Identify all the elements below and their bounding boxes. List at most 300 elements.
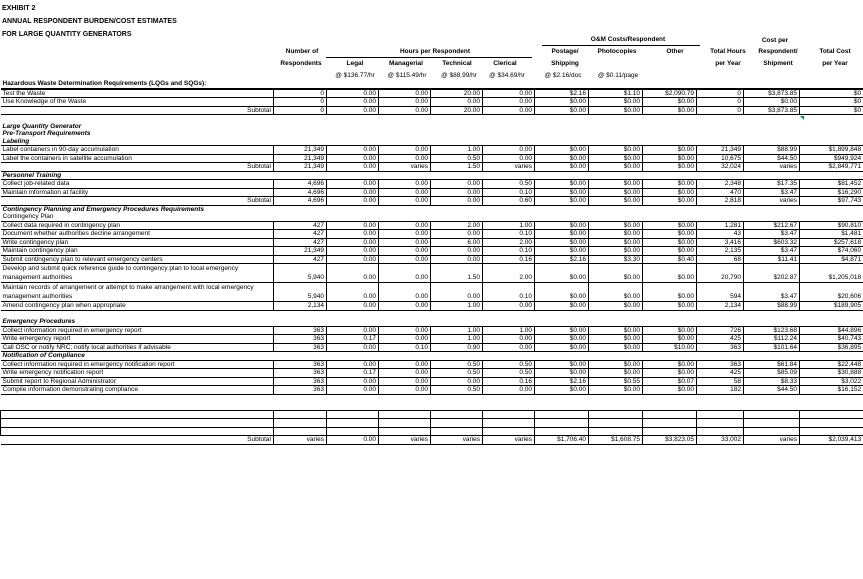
row-cell: $0.00	[589, 238, 643, 247]
row-cell: 0.00	[379, 188, 431, 197]
spacer-row	[1, 394, 863, 402]
row-cell: 427	[274, 255, 327, 264]
row-cell: $2.16	[535, 255, 589, 264]
row-cell: varies	[431, 436, 483, 445]
technical-rate: @ $88.99/hr	[441, 72, 477, 79]
row-cell: 0.00	[327, 154, 379, 163]
row-cell: $0.00	[643, 98, 697, 107]
spacer-row	[1, 115, 863, 123]
row-cell: $949,924	[800, 154, 863, 163]
row-cell: 0.50	[431, 360, 483, 369]
subtotal-row	[1, 163, 863, 172]
row-cell: $10.00	[643, 343, 697, 352]
row-cell: $1,608.75	[589, 436, 643, 445]
row-cell: 0	[697, 106, 744, 115]
clerical-header: Clerical	[493, 60, 517, 67]
row-cell: $0.00	[589, 154, 643, 163]
row-cell: 0.16	[483, 377, 535, 386]
row-cell: 0.00	[379, 238, 431, 247]
row-cell: $74,060	[800, 247, 863, 256]
lqg-heading: Large Quantity Generator	[2, 122, 82, 130]
row-cell: 0	[274, 89, 327, 98]
row-label: Use Knowledge of the Waste	[1, 98, 274, 107]
spacer-row	[1, 310, 863, 318]
table-row	[1, 98, 863, 107]
row-label: Call OSC or notify NRC; notify local authorities if advisable	[1, 343, 274, 352]
row-cell: 0.00	[379, 386, 431, 395]
row-cell: $3.30	[589, 255, 643, 264]
row-cell: 0.00	[379, 247, 431, 256]
row-label: Label the containers in satellite accumulation	[1, 154, 274, 163]
row-cell: 20.00	[431, 106, 483, 115]
row-cell: $0.00	[643, 146, 697, 155]
technical-header: Technical	[442, 60, 472, 67]
row-cell: 0.00	[327, 89, 379, 98]
row-cell: $44.50	[744, 154, 800, 163]
row-cell: $202.87	[744, 264, 800, 283]
row-cell: $0.00	[643, 154, 697, 163]
row-cell: $0.00	[643, 264, 697, 283]
row-cell: 0.00	[431, 180, 483, 189]
row-cell: 2,818	[697, 197, 744, 206]
row-cell: $0.00	[535, 146, 589, 155]
row-cell: $85.09	[744, 369, 800, 378]
row-cell: 0.00	[379, 264, 431, 283]
row-cell: 363	[274, 326, 327, 335]
row-label: Subtotal	[1, 163, 274, 172]
row-cell: 5,940	[274, 283, 327, 302]
clerical-rate: @ $34.69/hr	[489, 72, 525, 79]
row-cell: 0.00	[431, 230, 483, 239]
row-label: Write emergency report	[1, 335, 274, 344]
table-row	[1, 302, 863, 311]
row-cell: 0.00	[327, 283, 379, 302]
row-cell: $0.00	[535, 98, 589, 107]
row-cell: 0.00	[327, 255, 379, 264]
row-cell: $3,823.05	[643, 436, 697, 445]
row-cell: 21,349	[274, 247, 327, 256]
photocopy-rate: @ $0.11/page	[597, 72, 639, 79]
row-cell: $0.55	[589, 377, 643, 386]
row-label: Submit contingency plan to relevant emergency centers	[1, 255, 274, 264]
row-label: Subtotal	[1, 436, 274, 445]
row-cell: $1,706.40	[535, 436, 589, 445]
row-label: Amend contingency plan when appropriate	[1, 302, 274, 311]
row-cell: $0.00	[643, 197, 697, 206]
row-cell: $90,810	[800, 221, 863, 230]
spacer-row	[1, 402, 863, 410]
row-cell: $0.00	[643, 180, 697, 189]
table-row	[1, 386, 863, 395]
row-cell: 427	[274, 221, 327, 230]
row-cell: $0.00	[535, 386, 589, 395]
row-cell: $0.00	[589, 146, 643, 155]
row-cell: 363	[274, 369, 327, 378]
row-cell: $0.00	[643, 302, 697, 311]
row-cell: $0.00	[643, 247, 697, 256]
row-cell: $88.99	[744, 302, 800, 311]
row-cell: $1,205,018	[800, 264, 863, 283]
row-cell: 0.10	[483, 247, 535, 256]
number-of-header: Number of	[285, 48, 319, 55]
row-cell: $0.00	[643, 230, 697, 239]
row-cell: $97,743	[800, 197, 863, 206]
row-cell: $20,606	[800, 283, 863, 302]
row-cell: 0.00	[431, 98, 483, 107]
row-label: Compile information demonstrating compliance	[1, 386, 274, 395]
row-cell: $61.84	[744, 360, 800, 369]
row-cell: $0.00	[535, 230, 589, 239]
row-cell: 0.00	[327, 436, 379, 445]
table-row	[1, 247, 863, 256]
row-cell: varies	[744, 436, 800, 445]
row-cell: 0.00	[379, 255, 431, 264]
row-cell: 0	[274, 98, 327, 107]
row-cell: 0.00	[327, 302, 379, 311]
subtotal-row	[1, 106, 863, 115]
row-cell: 0.00	[379, 106, 431, 115]
row-cell: $0.07	[643, 377, 697, 386]
row-cell: 21,349	[274, 163, 327, 172]
row-cell: 427	[274, 238, 327, 247]
row-label: Label containers in 90-day accumulation	[1, 146, 274, 155]
row-cell: 0.00	[379, 180, 431, 189]
row-cell: 0.00	[483, 98, 535, 107]
row-cell: $0.00	[589, 180, 643, 189]
row-cell: $0.00	[589, 326, 643, 335]
row-cell: 0.00	[327, 386, 379, 395]
row-cell: $88.99	[744, 146, 800, 155]
row-cell: $44,896	[800, 326, 863, 335]
row-cell: $0.00	[643, 369, 697, 378]
table-row	[1, 146, 863, 155]
respondent-slash-header: Respondent/	[758, 48, 798, 55]
row-cell: $0.00	[589, 221, 643, 230]
row-cell: $0.00	[535, 264, 589, 283]
empty-row	[1, 419, 863, 428]
empty-row	[1, 427, 863, 436]
row-cell: $16,290	[800, 188, 863, 197]
row-cell: 0.00	[327, 221, 379, 230]
row-cell: 363	[274, 360, 327, 369]
row-cell: 0.10	[483, 188, 535, 197]
table-row	[1, 230, 863, 239]
table-row	[1, 326, 863, 335]
table-row	[1, 188, 863, 197]
row-cell: $2.16	[535, 89, 589, 98]
row-cell: 0.90	[431, 343, 483, 352]
row-cell: 0.50	[483, 180, 535, 189]
row-cell: 0.50	[431, 154, 483, 163]
row-cell: 0.00	[327, 326, 379, 335]
row-label: Collect data required in contingency plan	[1, 221, 274, 230]
row-cell: 0.00	[483, 343, 535, 352]
row-cell: $0.00	[589, 230, 643, 239]
row-cell: 4,696	[274, 180, 327, 189]
row-cell: 1.00	[431, 326, 483, 335]
row-cell: 0.00	[483, 302, 535, 311]
row-cell: 0.17	[327, 335, 379, 344]
row-cell: $0.00	[535, 106, 589, 115]
row-cell: varies	[379, 163, 431, 172]
row-cell: $0.00	[535, 369, 589, 378]
hours-per-respondent-header: Hours per Respondent	[399, 48, 471, 55]
row-cell: $0	[800, 106, 863, 115]
row-cell: 1.00	[483, 326, 535, 335]
table-row	[1, 343, 863, 352]
row-cell: $0.00	[643, 221, 697, 230]
row-cell: 0.60	[483, 197, 535, 206]
row-cell: 1.50	[431, 264, 483, 283]
table-row	[1, 89, 863, 98]
empty-row	[1, 410, 863, 419]
row-cell: 0.00	[379, 302, 431, 311]
row-cell: 43	[697, 230, 744, 239]
cost-per-header: Cost per	[761, 37, 789, 44]
row-cell: 0.00	[327, 188, 379, 197]
managerial-header: Managerial	[389, 60, 423, 67]
row-cell: 0.00	[327, 180, 379, 189]
row-label: Document whether authorities decline arrangement	[1, 230, 274, 239]
legal-rate: @ $136.77/hr	[335, 72, 375, 79]
row-cell: 0.00	[431, 377, 483, 386]
row-cell: $0.00	[535, 343, 589, 352]
table-row	[1, 335, 863, 344]
row-cell: 427	[274, 230, 327, 239]
row-cell: $0.00	[589, 98, 643, 107]
row-cell: 20,790	[697, 264, 744, 283]
row-cell: 0.00	[431, 255, 483, 264]
row-cell: 0.00	[379, 283, 431, 302]
table-row	[1, 238, 863, 247]
row-cell: 4,696	[274, 197, 327, 206]
row-cell: $1,899,848	[800, 146, 863, 155]
row-cell: 594	[697, 283, 744, 302]
row-cell: $0.00	[589, 283, 643, 302]
row-cell: $101.64	[744, 343, 800, 352]
row-cell: 1.00	[431, 302, 483, 311]
row-cell: $3,022	[800, 377, 863, 386]
row-cell: 0.00	[327, 247, 379, 256]
row-cell: 0.00	[327, 98, 379, 107]
row-cell: $0.00	[589, 369, 643, 378]
row-cell: 726	[697, 326, 744, 335]
row-cell: $0.00	[589, 106, 643, 115]
row-cell: 0.50	[431, 369, 483, 378]
row-cell: $0.00	[643, 335, 697, 344]
row-cell: 0.00	[379, 230, 431, 239]
row-cell: varies	[274, 436, 327, 445]
row-cell: 0.00	[379, 221, 431, 230]
table-row	[1, 255, 863, 264]
row-cell: 21,349	[697, 146, 744, 155]
row-label: Write contingency plan	[1, 238, 274, 247]
row-cell: 0.00	[431, 283, 483, 302]
row-cell: 0.00	[327, 230, 379, 239]
row-label: Subtotal	[1, 106, 274, 115]
row-label: Subtotal	[1, 197, 274, 206]
row-cell: 470	[697, 188, 744, 197]
total-cost-header: Total Cost	[819, 48, 851, 55]
row-cell: 0.00	[379, 360, 431, 369]
row-cell: $17.35	[744, 180, 800, 189]
emergency-procedures-heading: Emergency Procedures	[2, 318, 76, 325]
row-cell: $0.00	[535, 163, 589, 172]
row-cell: 363	[274, 377, 327, 386]
row-cell: $3.47	[744, 247, 800, 256]
row-cell: $16,152	[800, 386, 863, 395]
row-label: Submit report to Regional Administrator	[1, 377, 274, 386]
row-cell: varies	[744, 163, 800, 172]
shipping-header: Shipping	[551, 60, 579, 67]
row-cell: $3.47	[744, 188, 800, 197]
row-cell: varies	[483, 436, 535, 445]
row-cell: 0.00	[327, 106, 379, 115]
row-cell: $30,888	[800, 369, 863, 378]
row-cell: $0.00	[535, 180, 589, 189]
row-cell: 4,696	[274, 188, 327, 197]
postage-header: Postage/	[551, 48, 579, 55]
row-cell: 2.00	[483, 238, 535, 247]
table-row	[1, 221, 863, 230]
row-cell: $0.00	[643, 360, 697, 369]
table-row	[1, 369, 863, 378]
row-cell: $0.00	[589, 264, 643, 283]
row-cell: 10,675	[697, 154, 744, 163]
row-cell: $0.00	[535, 188, 589, 197]
row-cell: 68	[697, 255, 744, 264]
row-cell: 0.00	[327, 163, 379, 172]
row-cell: 2,134	[697, 302, 744, 311]
comment-marker-icon	[800, 116, 804, 120]
row-cell: $2.16	[535, 377, 589, 386]
row-cell: $3,873.85	[744, 106, 800, 115]
row-cell: 0.00	[327, 377, 379, 386]
row-label: Collect information required in emergency notification report	[1, 360, 274, 369]
hw-section-heading: Hazardous Waste Determination Requirements (LQGs and SQGs):	[2, 80, 207, 87]
row-cell: $4,871	[800, 255, 863, 264]
row-cell: 0.00	[327, 146, 379, 155]
row-cell: 0.10	[483, 283, 535, 302]
row-cell: $0.00	[643, 283, 697, 302]
row-cell: $0.00	[643, 163, 697, 172]
row-cell: 0.17	[327, 369, 379, 378]
row-cell: 363	[697, 343, 744, 352]
row-cell: 0.00	[431, 197, 483, 206]
row-cell: $0.00	[535, 302, 589, 311]
hours-header-rule	[326, 57, 532, 58]
row-cell: 363	[274, 386, 327, 395]
row-cell: 0.00	[483, 335, 535, 344]
row-cell: 0.00	[327, 264, 379, 283]
row-cell: 0.00	[483, 146, 535, 155]
row-label: Test the Waste	[1, 89, 274, 98]
row-cell: $0.00	[643, 238, 697, 247]
row-cell: 0.50	[483, 369, 535, 378]
row-cell: 58	[697, 377, 744, 386]
row-cell: $0.00	[589, 247, 643, 256]
row-cell: 0	[274, 106, 327, 115]
burden-cost-table	[0, 80, 863, 445]
row-label: Collect job-related data	[1, 180, 274, 189]
row-cell: $0.00	[589, 163, 643, 172]
row-cell: 0.00	[379, 154, 431, 163]
total-hours-header: Total Hours	[710, 48, 746, 55]
row-cell: 33,002	[697, 436, 744, 445]
notification-heading: Notification of Compliance	[2, 352, 85, 359]
row-cell: 363	[274, 343, 327, 352]
row-cell: $0.00	[535, 326, 589, 335]
row-label: Maintain records of arrangement or attempt to make arrangement with local emergency management authorities	[1, 283, 274, 302]
row-cell: 425	[697, 335, 744, 344]
row-cell: 5,940	[274, 264, 327, 283]
row-cell: 2,134	[274, 302, 327, 311]
row-cell: 0.00	[379, 326, 431, 335]
row-cell: 6.00	[431, 238, 483, 247]
row-cell: 0.10	[483, 230, 535, 239]
row-cell: $0.00	[535, 221, 589, 230]
row-cell: $0.00	[643, 386, 697, 395]
row-cell: varies	[379, 436, 431, 445]
row-cell: 0	[697, 98, 744, 107]
row-cell: 0.16	[483, 255, 535, 264]
row-cell: 0.00	[379, 369, 431, 378]
row-cell: $212.67	[744, 221, 800, 230]
row-cell: 2,348	[697, 180, 744, 189]
table-row	[1, 180, 863, 189]
row-cell: 21,349	[274, 146, 327, 155]
table-row	[1, 283, 863, 302]
row-cell: varies	[744, 197, 800, 206]
personnel-training-heading: Personnel Training	[2, 171, 62, 179]
row-cell: 0.00	[379, 197, 431, 206]
row-cell: 0	[697, 89, 744, 98]
row-cell: 0.00	[327, 197, 379, 206]
row-cell: 182	[697, 386, 744, 395]
table-row	[1, 377, 863, 386]
row-cell: 32,024	[697, 163, 744, 172]
row-cell: $0.00	[535, 154, 589, 163]
row-cell: 3,416	[697, 238, 744, 247]
row-cell: $0.00	[643, 326, 697, 335]
row-cell: $0.00	[589, 360, 643, 369]
labeling-heading: Labeling	[2, 137, 30, 145]
grand-subtotal-row	[1, 436, 863, 445]
row-cell: $0.00	[589, 197, 643, 206]
row-cell: 0.10	[379, 343, 431, 352]
row-cell: 20.00	[431, 89, 483, 98]
row-cell: 0.00	[379, 377, 431, 386]
legal-header: Legal	[346, 60, 364, 67]
row-cell: $2,039,413	[800, 436, 863, 445]
row-cell: $257,618	[800, 238, 863, 247]
row-cell: $3,873.85	[744, 89, 800, 98]
row-cell: $189,905	[800, 302, 863, 311]
om-costs-header: O&M Costs/Respondent	[590, 36, 666, 43]
exhibit-title-block	[2, 2, 177, 41]
row-cell: 0.00	[483, 154, 535, 163]
row-cell: $603.32	[744, 238, 800, 247]
row-cell: 2,135	[697, 247, 744, 256]
row-cell: $3.47	[744, 283, 800, 302]
row-cell: $8.33	[744, 377, 800, 386]
row-cell: 0.00	[431, 188, 483, 197]
row-cell: 1.00	[483, 221, 535, 230]
row-label: Develop and submit quick reference guide to contingency plan to local emergency management authorities	[1, 264, 274, 283]
row-label: Write emergency notification report	[1, 369, 274, 378]
row-cell: 363	[274, 335, 327, 344]
om-header-rule	[542, 45, 700, 46]
